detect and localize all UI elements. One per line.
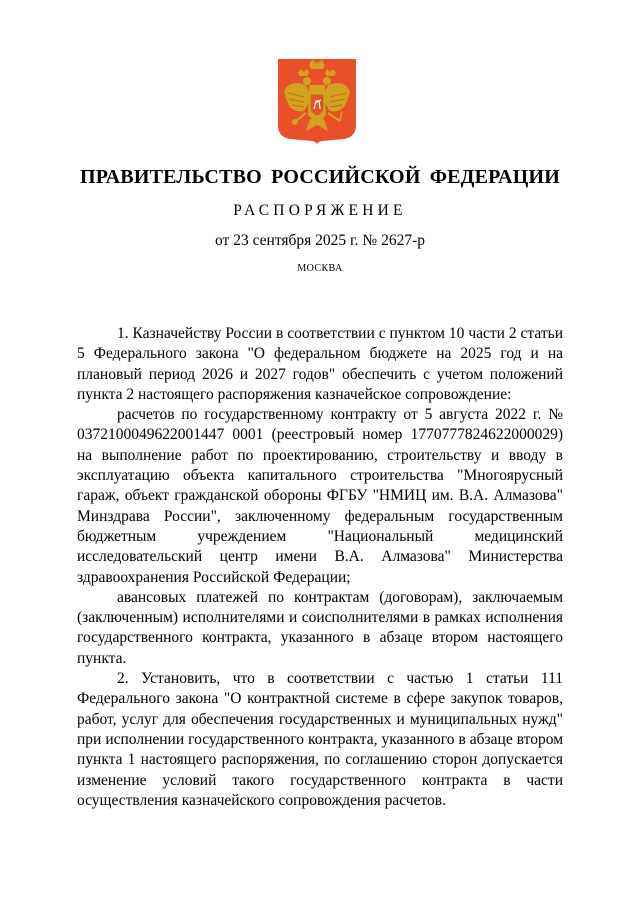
document-type: РАСПОРЯЖЕНИЕ	[233, 202, 407, 219]
document-body	[77, 324, 563, 811]
document-date-number: от 23 сентября 2025 г. № 2627-р	[215, 232, 425, 249]
paragraph-2: расчетов по государственному контракту от 5 августа 2022 г. № 0372100049622001447 0001 (реестровый номер 1770777824622000029) на выполнение работ по проектированию, строительству и вводу в эксплуатацию объекта капитального строительства "Многоярусный гараж, объект гражданской обороны ФГБУ "НМИЦ им. В.А. Алмазова" Минздрава России", заключенному федеральным государственным бюджетным учреждением "Национальный медицинский исследовательский центр имени В.А. Алмазова" Министерства здравоохранения Российской Федерации;	[77, 406, 563, 586]
paragraph-3: авансовых платежей по контрактам (договорам), заключаемым (заключенным) исполнителями и соисполнителями в рамках исполнения государственного контракта, указанного в абзаце втором настоящего пункта.	[77, 588, 563, 667]
paragraph-4: 2. Установить, что в соответствии с частью 1 статьи 111 Федерального закона "О контрактной системе в сфере закупок товаров, работ, услуг для обеспечения государственных и муниципальных нужд" при исполнении государственного контракта, указанного в абзаце втором пункта 1 настоящего распоряжения, по соглашению сторон допускается изменение условий такого государственного контракта в части осуществления казначейского сопровождения расчетов.	[77, 670, 563, 809]
document-city: МОСКВА	[297, 263, 343, 274]
coat-of-arms-icon	[276, 57, 358, 145]
paragraph-1: 1. Казначейству России в соответствии с пунктом 10 части 2 статьи 5 Федерального закона "О федеральном бюджете на 2025 год и на плановый период 2026 и 2027 годов" обеспечить с учетом положений пункта 2 настоящего распоряжения казначейское сопровождение:	[77, 325, 563, 403]
page-title: ПРАВИТЕЛЬСТВО РОССИЙСКОЙ ФЕДЕРАЦИИ	[80, 166, 560, 188]
